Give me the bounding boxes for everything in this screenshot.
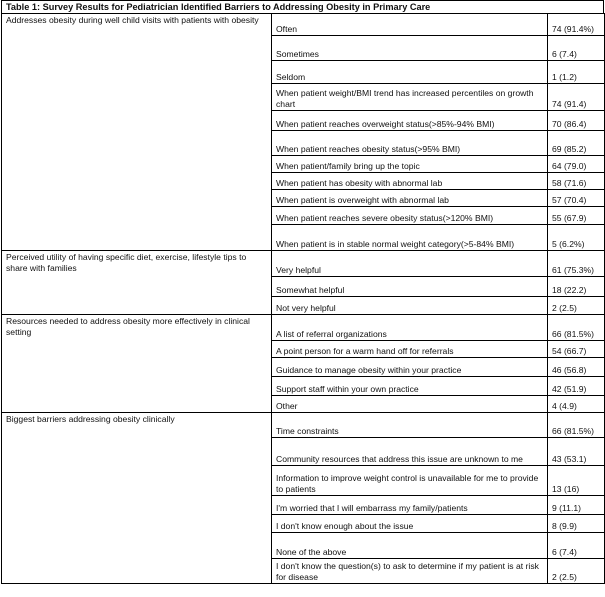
value-cell: 55 (67.9) <box>548 207 605 225</box>
table-row <box>2 14 605 36</box>
table-row <box>2 413 605 438</box>
value-cell: 13 (16) <box>548 466 605 496</box>
answer-cell: When patient is in stable normal weight category(>5-84% BMI) <box>272 225 548 251</box>
value-cell: 61 (75.3%) <box>548 251 605 277</box>
survey-table-body <box>2 14 605 584</box>
answer-cell: When patient reaches overweight status(>85%-94% BMI) <box>272 111 548 131</box>
answer-cell: Not very helpful <box>272 297 548 315</box>
value-cell: 74 (91.4%) <box>548 14 605 36</box>
table-row <box>2 315 605 341</box>
answer-cell: I'm worried that I will embarrass my family/patients <box>272 496 548 515</box>
answer-cell: Community resources that address this issue are unknown to me <box>272 438 548 466</box>
answer-cell: Information to improve weight control is unavailable for me to provide to patients <box>272 466 548 496</box>
answer-cell: Somewhat helpful <box>272 277 548 297</box>
value-cell: 5 (6.2%) <box>548 225 605 251</box>
answer-cell: When patient is overweight with abnormal lab <box>272 190 548 207</box>
value-cell: 58 (71.6) <box>548 173 605 190</box>
answer-cell: Other <box>272 396 548 413</box>
answer-cell: I don't know enough about the issue <box>272 515 548 533</box>
answer-cell: A list of referral organizations <box>272 315 548 341</box>
answer-cell: Guidance to manage obesity within your practice <box>272 358 548 377</box>
answer-cell: When patient/family bring up the topic <box>272 156 548 173</box>
value-cell: 64 (79.0) <box>548 156 605 173</box>
value-cell: 18 (22.2) <box>548 277 605 297</box>
answer-cell: Often <box>272 14 548 36</box>
question-cell: Resources needed to address obesity more effectively in clinical setting <box>2 315 272 413</box>
answer-cell: When patient has obesity with abnormal lab <box>272 173 548 190</box>
survey-table <box>1 13 605 584</box>
answer-cell: Support staff within your own practice <box>272 377 548 396</box>
value-cell: 46 (56.8) <box>548 358 605 377</box>
question-cell: Perceived utility of having specific diet, exercise, lifestyle tips to share with families <box>2 251 272 315</box>
answer-cell: When patient reaches severe obesity status(>120% BMI) <box>272 207 548 225</box>
question-cell: Biggest barriers addressing obesity clinically <box>2 413 272 584</box>
question-cell: Addresses obesity during well child visits with patients with obesity <box>2 14 272 251</box>
value-cell: 8 (9.9) <box>548 515 605 533</box>
answer-cell: I don't know the question(s) to ask to determine if my patient is at risk for disease <box>272 559 548 584</box>
value-cell: 4 (4.9) <box>548 396 605 413</box>
value-cell: 43 (53.1) <box>548 438 605 466</box>
answer-cell: Seldom <box>272 61 548 84</box>
value-cell: 54 (66.7) <box>548 341 605 358</box>
answer-cell: When patient weight/BMI trend has increased percentiles on growth chart <box>272 84 548 111</box>
value-cell: 6 (7.4) <box>548 533 605 559</box>
value-cell: 57 (70.4) <box>548 190 605 207</box>
value-cell: 6 (7.4) <box>548 36 605 61</box>
value-cell: 42 (51.9) <box>548 377 605 396</box>
value-cell: 74 (91.4) <box>548 84 605 111</box>
value-cell: 66 (81.5%) <box>548 315 605 341</box>
table-title: Table 1: Survey Results for Pediatrician Identified Barriers to Addressing Obesity in Primary Care <box>1 0 604 13</box>
answer-cell: None of the above <box>272 533 548 559</box>
value-cell: 1 (1.2) <box>548 61 605 84</box>
value-cell: 9 (11.1) <box>548 496 605 515</box>
answer-cell: Sometimes <box>272 36 548 61</box>
value-cell: 66 (81.5%) <box>548 413 605 438</box>
value-cell: 2 (2.5) <box>548 297 605 315</box>
answer-cell: When patient reaches obesity status(>95% BMI) <box>272 131 548 156</box>
value-cell: 2 (2.5) <box>548 559 605 584</box>
answer-cell: A point person for a warm hand off for referrals <box>272 341 548 358</box>
answer-cell: Very helpful <box>272 251 548 277</box>
answer-cell: Time constraints <box>272 413 548 438</box>
value-cell: 69 (85.2) <box>548 131 605 156</box>
table-row <box>2 251 605 277</box>
table-container <box>1 0 604 584</box>
value-cell: 70 (86.4) <box>548 111 605 131</box>
